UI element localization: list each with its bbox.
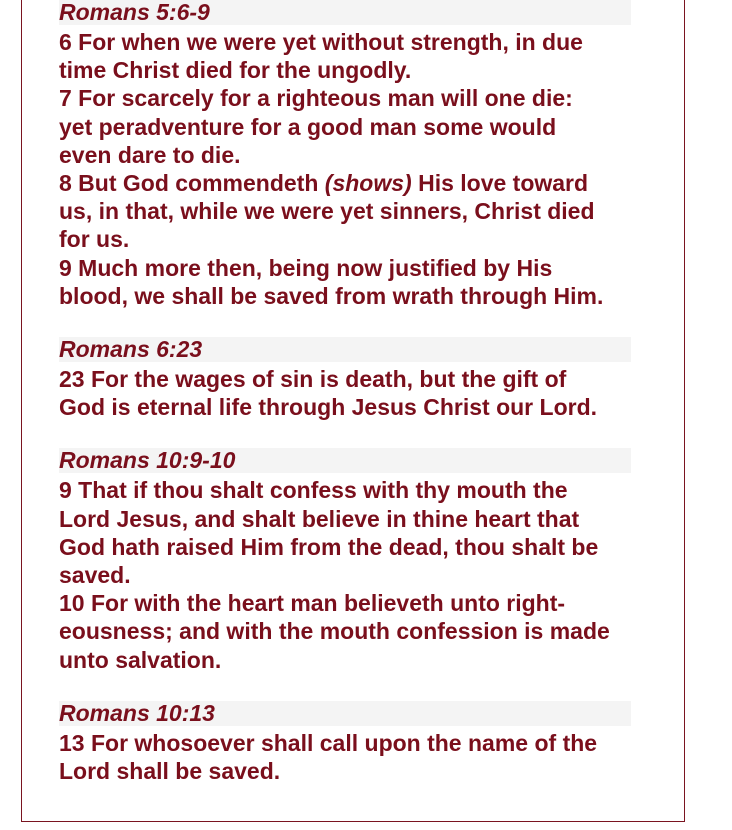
verse-line: Lord shall be saved. — [59, 758, 281, 785]
verse-line: 10 For with the heart man believeth unto right- — [59, 590, 566, 617]
verse-line: God is eternal life through Jesus Christ our Lord. — [59, 394, 598, 421]
scripture-content — [59, 0, 659, 785]
verse-line: unto salvation. — [59, 646, 222, 673]
verse-line — [59, 169, 659, 197]
verse-line: 13 For whosoever shall call upon the name of the — [59, 729, 598, 756]
verse-line: even dare to die. — [59, 141, 241, 168]
verse-line: eousness; and with the mouth confession is made — [59, 618, 610, 645]
passage-reference: Romans 6:23 — [59, 337, 631, 362]
verse-line: 9 That if thou shalt confess with thy mouth the — [59, 477, 568, 504]
verse-line: Lord Jesus, and shalt believe in thine heart that — [59, 505, 580, 532]
passage-romans-6-23 — [59, 337, 659, 421]
verse-line: 6 For when we were yet without strength, in due — [59, 29, 583, 55]
verse-10 — [59, 589, 659, 674]
verse-line: us, in that, while we were yet sinners, Christ died — [59, 198, 595, 225]
verse-line: God hath raised Him from the dead, thou shalt be — [59, 533, 599, 560]
verse-13 — [59, 729, 659, 785]
verse-9 — [59, 476, 659, 589]
verse-23 — [59, 365, 659, 421]
verse-gloss: (shows) — [324, 170, 412, 197]
passage-romans-10-13 — [59, 701, 659, 785]
passage-reference: Romans 5:6-9 — [59, 0, 631, 25]
passage-romans-5-6-9 — [59, 0, 659, 310]
verse-line: for us. — [59, 226, 130, 253]
passage-reference: Romans 10:9-10 — [59, 448, 631, 473]
verse-line: 23 For the wages of sin is death, but the gift of — [59, 366, 567, 393]
passage-romans-10-9-10 — [59, 448, 659, 673]
verse-line: 9 Much more then, being now justified by His — [59, 254, 553, 281]
verse-6 — [59, 28, 659, 84]
verse-9 — [59, 254, 659, 310]
verse-7 — [59, 84, 659, 169]
passage-reference: Romans 10:13 — [59, 701, 631, 726]
verse-line: blood, we shall be saved from wrath through Him. — [59, 282, 604, 309]
verse-8 — [59, 169, 659, 254]
verse-text: 8 But God commendeth — [59, 170, 325, 197]
verse-line: 7 For scarcely for a righteous man will one die: — [59, 85, 573, 112]
verse-line: time Christ died for the ungodly. — [59, 57, 412, 84]
verse-line: yet peradventure for a good man some would — [59, 113, 557, 140]
verse-text: His love toward — [411, 170, 589, 197]
verse-line: saved. — [59, 562, 131, 589]
